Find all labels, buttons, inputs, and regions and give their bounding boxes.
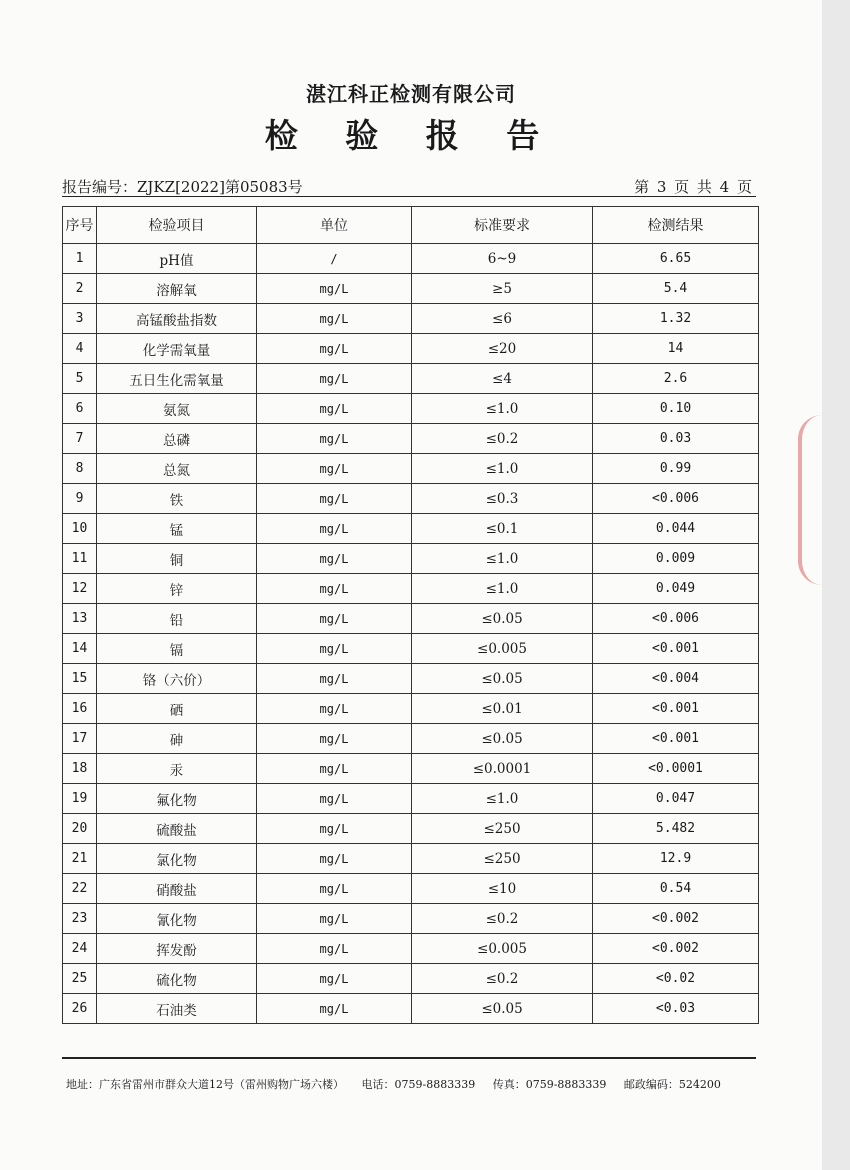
col-header-result: 检测结果: [593, 207, 759, 244]
table-row: [63, 874, 759, 904]
report-title: 检 验 报 告: [264, 116, 558, 155]
table-row: [63, 904, 759, 934]
row-index: 8: [63, 454, 97, 484]
table-row: [63, 334, 759, 364]
row-result: <0.001: [593, 724, 759, 754]
row-item: 镉: [97, 634, 257, 664]
row-result: <0.0001: [593, 754, 759, 784]
row-result: 2.6: [593, 364, 759, 394]
table-row: [63, 424, 759, 454]
footer-address: 地址：广东省雷州市群众大道12号（雷州购物广场六楼）: [66, 1078, 344, 1091]
col-header-item: 检验项目: [97, 207, 257, 244]
row-index: 9: [63, 484, 97, 514]
table-row: [63, 574, 759, 604]
row-index: 16: [63, 694, 97, 724]
header-divider: [62, 196, 756, 197]
results-table: [62, 206, 759, 1024]
row-item: 总磷: [97, 424, 257, 454]
footer-phone: 电话：0759-8883339: [361, 1078, 476, 1091]
table-row: [63, 694, 759, 724]
row-standard: ≤0.2: [412, 904, 593, 934]
row-result: 0.009: [593, 544, 759, 574]
row-result: 12.9: [593, 844, 759, 874]
row-result: 0.10: [593, 394, 759, 424]
row-item: 化学需氧量: [97, 334, 257, 364]
row-result: 0.99: [593, 454, 759, 484]
row-result: 5.4: [593, 274, 759, 304]
row-item: 五日生化需氧量: [97, 364, 257, 394]
row-standard: ≤0.005: [412, 634, 593, 664]
row-unit: /: [257, 244, 412, 274]
row-item: 锌: [97, 574, 257, 604]
row-item: 铜: [97, 544, 257, 574]
row-item: 挥发酚: [97, 934, 257, 964]
col-header-unit: 单位: [257, 207, 412, 244]
row-standard: ≤0.0001: [412, 754, 593, 784]
table-row: [63, 274, 759, 304]
row-unit: mg/L: [257, 484, 412, 514]
row-result: 5.482: [593, 814, 759, 844]
footer-fax: 传真：0759-8883339: [492, 1078, 607, 1091]
row-unit: mg/L: [257, 814, 412, 844]
row-index: 4: [63, 334, 97, 364]
row-result: 1.32: [593, 304, 759, 334]
row-standard: ≤250: [412, 814, 593, 844]
table-row: [63, 454, 759, 484]
row-unit: mg/L: [257, 994, 412, 1024]
row-unit: mg/L: [257, 394, 412, 424]
row-item: 氰化物: [97, 904, 257, 934]
row-standard: ≤0.05: [412, 664, 593, 694]
row-item: 硫酸盐: [97, 814, 257, 844]
row-item: 石油类: [97, 994, 257, 1024]
row-index: 24: [63, 934, 97, 964]
row-item: 氟化物: [97, 784, 257, 814]
row-result: 6.65: [593, 244, 759, 274]
row-standard: ≤0.2: [412, 424, 593, 454]
row-index: 3: [63, 304, 97, 334]
table-row: [63, 814, 759, 844]
row-index: 20: [63, 814, 97, 844]
row-unit: mg/L: [257, 664, 412, 694]
table-row: [63, 994, 759, 1024]
table-row: [63, 514, 759, 544]
row-unit: mg/L: [257, 904, 412, 934]
row-item: pH值: [97, 244, 257, 274]
table-row: [63, 784, 759, 814]
table-header-row: [63, 207, 759, 244]
row-unit: mg/L: [257, 754, 412, 784]
table-row: [63, 664, 759, 694]
row-result: <0.001: [593, 694, 759, 724]
row-result: <0.006: [593, 484, 759, 514]
table-row: [63, 304, 759, 334]
row-standard: ≤250: [412, 844, 593, 874]
row-index: 11: [63, 544, 97, 574]
row-index: 22: [63, 874, 97, 904]
row-standard: ≤20: [412, 334, 593, 364]
row-standard: ≥5: [412, 274, 593, 304]
row-unit: mg/L: [257, 514, 412, 544]
footer-contact: [66, 1076, 756, 1092]
report-number: 报告编号：ZJKZ[2022]第05083号: [62, 178, 303, 196]
row-standard: ≤1.0: [412, 784, 593, 814]
row-result: <0.03: [593, 994, 759, 1024]
row-unit: mg/L: [257, 964, 412, 994]
row-standard: ≤6: [412, 304, 593, 334]
row-standard: ≤0.05: [412, 724, 593, 754]
row-standard: ≤0.05: [412, 994, 593, 1024]
row-item: 砷: [97, 724, 257, 754]
row-index: 2: [63, 274, 97, 304]
row-unit: mg/L: [257, 724, 412, 754]
row-item: 铁: [97, 484, 257, 514]
row-index: 7: [63, 424, 97, 454]
row-index: 12: [63, 574, 97, 604]
row-unit: mg/L: [257, 604, 412, 634]
table-row: [63, 754, 759, 784]
row-index: 18: [63, 754, 97, 784]
row-unit: mg/L: [257, 574, 412, 604]
page-indicator: 第 3 页 共 4 页: [634, 178, 752, 196]
table-row: [63, 394, 759, 424]
row-index: 6: [63, 394, 97, 424]
row-standard: ≤0.1: [412, 514, 593, 544]
table-row: [63, 544, 759, 574]
row-index: 5: [63, 364, 97, 394]
row-item: 硒: [97, 694, 257, 724]
row-result: <0.006: [593, 604, 759, 634]
row-result: <0.002: [593, 934, 759, 964]
row-index: 1: [63, 244, 97, 274]
row-index: 10: [63, 514, 97, 544]
row-index: 15: [63, 664, 97, 694]
row-result: 0.044: [593, 514, 759, 544]
row-result: <0.004: [593, 664, 759, 694]
row-result: 0.03: [593, 424, 759, 454]
row-unit: mg/L: [257, 694, 412, 724]
row-item: 总氮: [97, 454, 257, 484]
row-standard: ≤0.05: [412, 604, 593, 634]
row-result: 0.049: [593, 574, 759, 604]
row-result: 0.54: [593, 874, 759, 904]
row-unit: mg/L: [257, 304, 412, 334]
row-item: 汞: [97, 754, 257, 784]
row-standard: ≤1.0: [412, 454, 593, 484]
row-unit: mg/L: [257, 934, 412, 964]
seal-stamp-edge: [798, 415, 822, 585]
row-unit: mg/L: [257, 274, 412, 304]
row-index: 21: [63, 844, 97, 874]
row-result: <0.002: [593, 904, 759, 934]
row-result: <0.02: [593, 964, 759, 994]
row-unit: mg/L: [257, 634, 412, 664]
row-item: 锰: [97, 514, 257, 544]
row-standard: ≤1.0: [412, 544, 593, 574]
table-row: [63, 484, 759, 514]
row-standard: ≤1.0: [412, 394, 593, 424]
company-name: 湛江科正检测有限公司: [306, 82, 516, 106]
row-standard: ≤10: [412, 874, 593, 904]
row-standard: ≤1.0: [412, 574, 593, 604]
row-item: 溶解氧: [97, 274, 257, 304]
row-unit: mg/L: [257, 544, 412, 574]
row-index: 25: [63, 964, 97, 994]
col-header-standard: 标准要求: [412, 207, 593, 244]
row-result: 14: [593, 334, 759, 364]
row-unit: mg/L: [257, 844, 412, 874]
row-result: <0.001: [593, 634, 759, 664]
row-item: 氨氮: [97, 394, 257, 424]
row-index: 19: [63, 784, 97, 814]
table-row: [63, 844, 759, 874]
row-unit: mg/L: [257, 364, 412, 394]
row-standard: ≤0.2: [412, 964, 593, 994]
table-row: [63, 964, 759, 994]
row-unit: mg/L: [257, 784, 412, 814]
table-row: [63, 724, 759, 754]
row-item: 铅: [97, 604, 257, 634]
row-unit: mg/L: [257, 454, 412, 484]
row-index: 17: [63, 724, 97, 754]
row-standard: ≤0.3: [412, 484, 593, 514]
row-item: 硝酸盐: [97, 874, 257, 904]
row-item: 硫化物: [97, 964, 257, 994]
row-standard: 6~9: [412, 244, 593, 274]
table-row: [63, 604, 759, 634]
footer-postcode: 邮政编码：524200: [623, 1078, 721, 1091]
table-row: [63, 244, 759, 274]
row-item: 铬（六价）: [97, 664, 257, 694]
scan-edge: [822, 0, 850, 1170]
row-standard: ≤4: [412, 364, 593, 394]
row-item: 高锰酸盐指数: [97, 304, 257, 334]
row-item: 氯化物: [97, 844, 257, 874]
row-index: 13: [63, 604, 97, 634]
table-row: [63, 634, 759, 664]
table-row: [63, 364, 759, 394]
row-result: 0.047: [593, 784, 759, 814]
row-index: 23: [63, 904, 97, 934]
row-standard: ≤0.005: [412, 934, 593, 964]
table-row: [63, 934, 759, 964]
row-unit: mg/L: [257, 874, 412, 904]
row-index: 14: [63, 634, 97, 664]
row-unit: mg/L: [257, 334, 412, 364]
row-index: 26: [63, 994, 97, 1024]
row-unit: mg/L: [257, 424, 412, 454]
col-header-index: 序号: [63, 207, 97, 244]
footer-divider: [62, 1057, 756, 1059]
row-standard: ≤0.01: [412, 694, 593, 724]
